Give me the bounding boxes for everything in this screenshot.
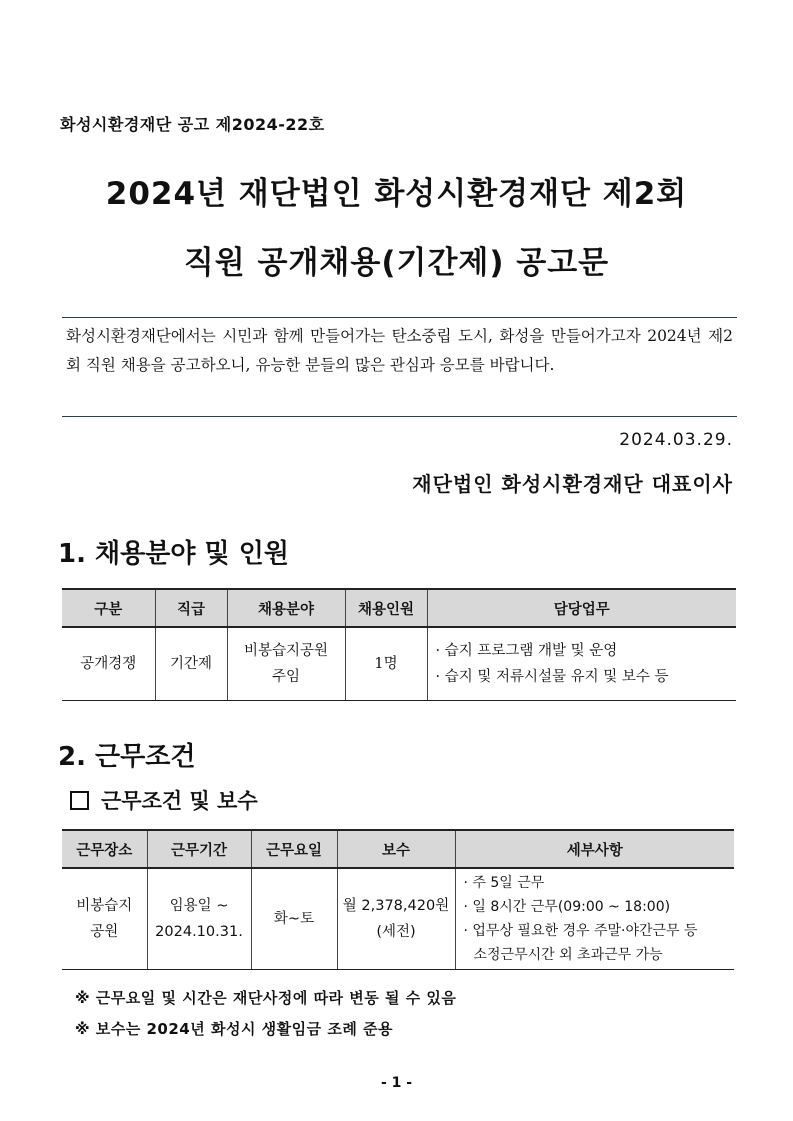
work-conditions-table bbox=[62, 829, 734, 970]
duty-item: · 습지 및 저류시설물 유지 및 보수 등 bbox=[435, 669, 669, 685]
header-days: 근무요일 bbox=[251, 830, 337, 868]
detail-item: 소정근무시간 외 초과근무 가능 bbox=[473, 947, 663, 963]
cell-period-line2: 2024.10.31. bbox=[155, 924, 243, 940]
detail-item: · 주 5일 근무 bbox=[463, 875, 545, 891]
header-field: 채용분야 bbox=[227, 589, 345, 627]
cell-place bbox=[62, 868, 147, 970]
cell-field-line1: 비봉습지공원 bbox=[243, 643, 329, 659]
table-row bbox=[62, 868, 734, 970]
cell-pay bbox=[337, 868, 455, 970]
document-title-line1: 2024년 재단법인 화성시환경재단 제2회 bbox=[105, 176, 688, 212]
header-period: 근무기간 bbox=[147, 830, 251, 868]
cell-place-line1: 비봉습지 bbox=[76, 898, 133, 914]
cell-days: 화~토 bbox=[251, 868, 337, 970]
note-item: ※ 근무요일 및 시간은 재단사정에 따라 변동 될 수 있음 bbox=[75, 989, 457, 1007]
document-title-line2: 직원 공개채용(기간제) 공고문 bbox=[183, 245, 610, 281]
cell-pay-line1: 월 2,378,420원 bbox=[342, 898, 450, 914]
page-number: - 1 - bbox=[380, 1075, 413, 1091]
cell-period-line1: 임용일 ~ bbox=[169, 898, 229, 914]
section2-subtitle-text: 근무조건 및 보수 bbox=[101, 789, 258, 813]
section2-title: 2. 근무조건 bbox=[58, 742, 196, 772]
header-category: 구분 bbox=[62, 589, 155, 627]
work-conditions-header bbox=[62, 830, 734, 868]
header-grade: 직급 bbox=[155, 589, 227, 627]
cell-grade: 기간제 bbox=[155, 627, 227, 701]
notice-number: 화성시환경재단 공고 제2024-22호 bbox=[60, 115, 325, 134]
recruitment-table bbox=[62, 588, 736, 701]
note-item: ※ 보수는 2024년 화성시 생활임금 조례 준용 bbox=[75, 1020, 394, 1038]
intro-paragraph: 화성시환경재단에서는 시민과 함께 만들어가는 탄소중립 도시, 화성을 만들어가고자 2024년 제2회 직원 채용을 공고하오니, 유능한 분들의 많은 관심과 응모를 바랍니다. bbox=[62, 317, 737, 417]
checkbox-square-icon bbox=[70, 791, 89, 810]
header-place: 근무장소 bbox=[62, 830, 147, 868]
recruitment-table-header bbox=[62, 589, 736, 627]
section2-subtitle bbox=[70, 785, 258, 815]
detail-item: · 업무상 필요한 경우 주말·야간근무 등 bbox=[463, 923, 698, 939]
signer: 재단법인 화성시환경재단 대표이사 bbox=[412, 472, 733, 496]
cell-place-line2: 공원 bbox=[90, 924, 119, 940]
header-pay: 보수 bbox=[337, 830, 455, 868]
cell-details bbox=[455, 868, 734, 970]
section1-title: 1. 채용분야 및 인원 bbox=[58, 539, 289, 569]
cell-duties bbox=[427, 627, 736, 701]
cell-count: 1명 bbox=[345, 627, 427, 701]
header-count: 채용인원 bbox=[345, 589, 427, 627]
cell-pay-line2: (세전) bbox=[376, 924, 416, 940]
header-details: 세부사항 bbox=[455, 830, 734, 868]
detail-item: · 일 8시간 근무(09:00 ~ 18:00) bbox=[463, 899, 671, 915]
header-duties: 담당업무 bbox=[427, 589, 736, 627]
table-row bbox=[62, 627, 736, 701]
cell-period bbox=[147, 868, 251, 970]
cell-field-line2: 주임 bbox=[271, 669, 300, 685]
duty-item: · 습지 프로그램 개발 및 운영 bbox=[435, 643, 618, 659]
cell-category: 공개경쟁 bbox=[62, 627, 155, 701]
cell-field bbox=[227, 627, 345, 701]
notice-date: 2024.03.29. bbox=[619, 430, 733, 450]
